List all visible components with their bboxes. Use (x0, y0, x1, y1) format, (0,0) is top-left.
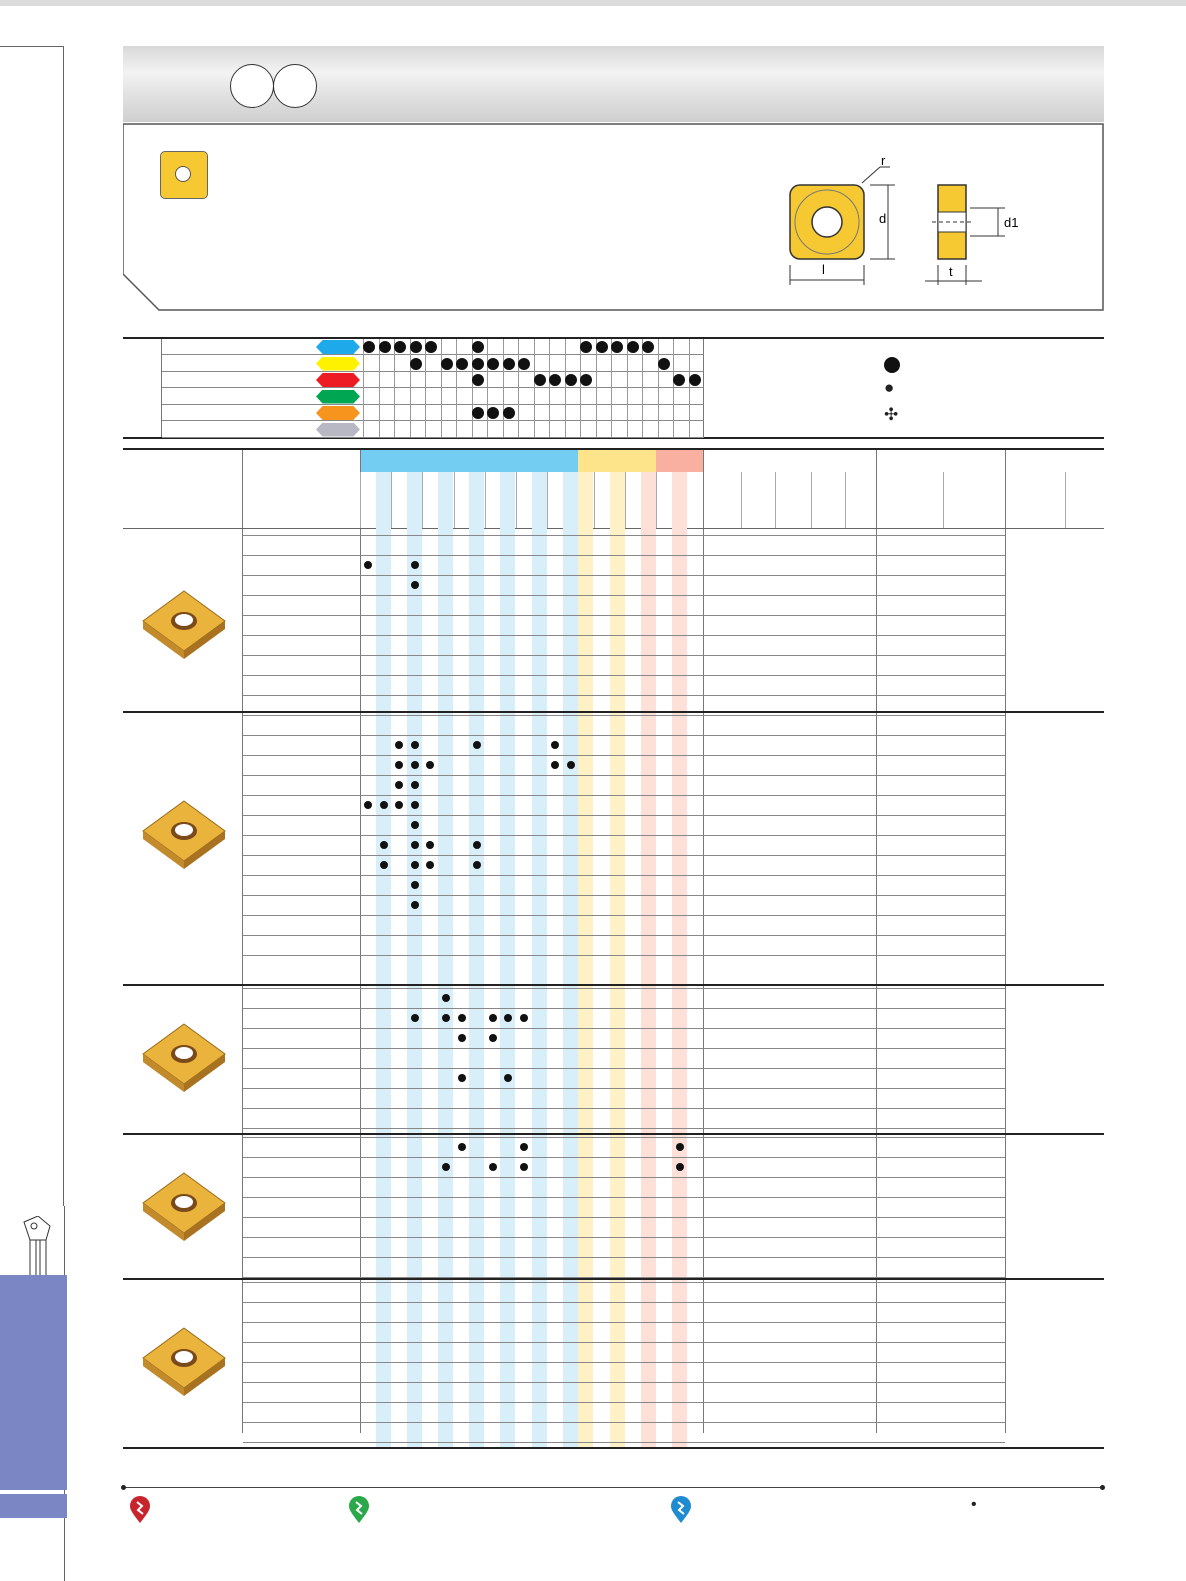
legend-col-line (472, 339, 473, 437)
col-divider-model (242, 450, 243, 1433)
dim-label-r: r (881, 155, 886, 168)
header-subcol-line (391, 472, 392, 528)
table-row-line (243, 835, 1005, 836)
table-row-line (243, 1342, 1005, 1343)
legend-mark (456, 358, 468, 370)
blue-pin-icon (670, 1496, 692, 1524)
table-row-line (243, 1382, 1005, 1383)
cnmg-insert-3 (139, 1020, 229, 1096)
col-divider-dims (703, 450, 704, 1433)
half-dot-icon: ● (884, 378, 895, 397)
legend-col-line (689, 339, 690, 437)
col-divider-right (1005, 450, 1006, 1433)
section-rule (123, 1133, 1104, 1135)
header-subcol-line (485, 472, 486, 528)
table-row-line (243, 1422, 1005, 1423)
table-row-line (243, 1008, 1005, 1009)
legend-mark (627, 341, 639, 353)
arrow-orange (316, 406, 360, 420)
grade-dot (411, 901, 419, 909)
grade-dot (380, 841, 388, 849)
legend-mark (611, 341, 623, 353)
section-rule (123, 1278, 1104, 1280)
legend-mark (673, 374, 685, 386)
cnmg-insert-2 (139, 797, 229, 873)
table-row-line (243, 1108, 1005, 1109)
legend-row (162, 422, 704, 438)
header-subcol-line (422, 472, 423, 528)
legend-mark (425, 341, 437, 353)
grade-dot (411, 741, 419, 749)
table-row-line (243, 615, 1005, 616)
grade-dot (520, 1014, 528, 1022)
legend-col-line (394, 339, 395, 437)
grade-dot (411, 781, 419, 789)
footer-rule-dot-right (1100, 1485, 1105, 1490)
legend-col-line (503, 339, 504, 437)
grade-dot (395, 741, 403, 749)
grade-dot (458, 1143, 466, 1151)
header-subcol-line (943, 472, 944, 528)
large-dot-icon (884, 357, 900, 373)
table-row-line (243, 775, 1005, 776)
table-row-line (243, 815, 1005, 816)
legend-mark (363, 341, 375, 353)
grade-dot (442, 1163, 450, 1171)
grade-dot (411, 841, 419, 849)
legend-col-line (487, 339, 488, 437)
legend-col-line (410, 339, 411, 437)
table-row-line (243, 755, 1005, 756)
legend-mark (472, 358, 484, 370)
grade-dot (411, 761, 419, 769)
green-pin-icon (348, 1496, 370, 1524)
dim-label-t: t (949, 264, 953, 279)
grade-dot (458, 1074, 466, 1082)
section-rule (123, 984, 1104, 986)
grade-dot (411, 881, 419, 889)
grade-dot (395, 801, 403, 809)
legend-mark (441, 358, 453, 370)
grade-dot (551, 761, 559, 769)
table-row-line (243, 895, 1005, 896)
header-subcol-line (741, 472, 742, 528)
table-row-line (243, 1257, 1005, 1258)
legend-row (162, 372, 704, 388)
grade-dot (395, 781, 403, 789)
table-row-line (243, 695, 1005, 696)
legend-mark (379, 341, 391, 353)
side-tab-lower[interactable] (0, 1494, 67, 1518)
header-subcol-line (594, 472, 595, 528)
header-subcol-line (845, 472, 846, 528)
col-divider-cut (876, 450, 877, 1433)
legend-mark (487, 358, 499, 370)
grade-stripe (610, 472, 625, 1447)
legend-col-line (627, 339, 628, 437)
header-circle-2 (273, 64, 317, 108)
legend-mark (503, 407, 515, 419)
table-row-line (243, 1217, 1005, 1218)
table-row-line (243, 575, 1005, 576)
grade-dot (411, 1014, 419, 1022)
legend-mark (487, 407, 499, 419)
legend-mark (394, 341, 406, 353)
table-row-line (243, 635, 1005, 636)
grade-dot (411, 801, 419, 809)
table-row-line (243, 1322, 1005, 1323)
grade-stripe (376, 472, 391, 1447)
legend-mark (596, 341, 608, 353)
legend-mark (580, 341, 592, 353)
grade-dot (458, 1014, 466, 1022)
legend-row (162, 356, 704, 372)
header-band-blue (360, 450, 578, 472)
table-row-line (243, 795, 1005, 796)
legend-col-line (611, 339, 612, 437)
table-row-line (243, 1302, 1005, 1303)
table-row-line (243, 1128, 1005, 1129)
grade-dot (489, 1163, 497, 1171)
legend-col-line (456, 339, 457, 437)
table-row-line (243, 1048, 1005, 1049)
footer-rule (123, 1487, 1104, 1488)
table-row-line (243, 1237, 1005, 1238)
legend-col-line (658, 339, 659, 437)
insert-shape-icon (160, 151, 208, 199)
legend-col-line (596, 339, 597, 437)
arrow-grey (316, 423, 360, 437)
legend-mark (549, 374, 561, 386)
table-row-line (243, 988, 1005, 989)
table-row-line (243, 735, 1005, 736)
header-band-yellow (578, 450, 656, 472)
legend-mark (658, 358, 670, 370)
grade-dot (442, 1014, 450, 1022)
arrow-red (316, 373, 360, 387)
table-row-line (243, 1362, 1005, 1363)
cnmg-insert-1 (139, 587, 229, 663)
table-row-line (243, 1282, 1005, 1283)
grade-dot (458, 1034, 466, 1042)
legend-col-line (379, 339, 380, 437)
legend-col-line (534, 339, 535, 437)
grade-dot (676, 1143, 684, 1151)
grade-dot (442, 994, 450, 1002)
table-row-line (243, 555, 1005, 556)
table-row-line (243, 855, 1005, 856)
legend-row (162, 389, 704, 405)
table-row-line (243, 1402, 1005, 1403)
table-bottom-rule (123, 1447, 1104, 1449)
table-row-line (243, 1177, 1005, 1178)
header-subcol-line (360, 472, 361, 528)
cross-dot-icon: ✣ (884, 405, 899, 424)
legend-mark (472, 407, 484, 419)
side-tab[interactable] (0, 1275, 67, 1490)
table-row-line (243, 535, 1005, 536)
legend-col-line (565, 339, 566, 437)
table-row-line (243, 595, 1005, 596)
grade-dot (395, 761, 403, 769)
grade-dot (411, 821, 419, 829)
arrow-yellow (316, 357, 360, 371)
header-circle-1 (230, 64, 274, 108)
header-subcol-line (775, 472, 776, 528)
section-rule (123, 711, 1104, 713)
table-row-line (243, 1442, 1005, 1443)
legend-mark (472, 374, 484, 386)
legend-mark (410, 341, 422, 353)
legend-col-line (580, 339, 581, 437)
legend-mark (410, 358, 422, 370)
dim-label-l: l (822, 262, 825, 277)
table-row-line (243, 1157, 1005, 1158)
grade-dot (426, 761, 434, 769)
grade-dot (364, 561, 372, 569)
grade-dot (380, 861, 388, 869)
legend-mark (689, 374, 701, 386)
grade-dot (520, 1143, 528, 1151)
legend-mark (534, 374, 546, 386)
arrow-green (316, 390, 360, 404)
header-band (123, 46, 1104, 122)
grade-stripe (641, 472, 656, 1447)
grade-dot (380, 801, 388, 809)
legend-mark (565, 374, 577, 386)
table-row-line (243, 1028, 1005, 1029)
table-row-line (243, 715, 1005, 716)
tool-holder-icon (20, 1216, 60, 1276)
legend-col-line (549, 339, 550, 437)
grade-dot (520, 1163, 528, 1171)
grade-dot (411, 861, 419, 869)
grade-dot (411, 561, 419, 569)
grade-stripe (672, 472, 687, 1447)
table-row-line (243, 675, 1005, 676)
col-divider-grades (360, 450, 361, 1433)
grade-dot (426, 841, 434, 849)
header-subcol-line (811, 472, 812, 528)
dimension-diagram (770, 155, 1030, 295)
header-subcol-line (656, 472, 657, 528)
legend-col-line (673, 339, 674, 437)
legend-col-line (441, 339, 442, 437)
table-row-line (243, 1068, 1005, 1069)
grade-stripe (438, 472, 453, 1447)
table-row-line (243, 655, 1005, 656)
table-row-line (243, 1137, 1005, 1138)
legend-col-line (518, 339, 519, 437)
grade-stripe (407, 472, 422, 1447)
legend-mark (518, 358, 530, 370)
table-row-line (243, 935, 1005, 936)
dim-label-d: d (879, 211, 887, 226)
legend-col-line (363, 339, 364, 437)
grade-stripe (469, 472, 484, 1447)
legend-col-line (642, 339, 643, 437)
table-row-line (243, 955, 1005, 956)
header-subcol-line (516, 472, 517, 528)
grade-dot (364, 801, 372, 809)
legend-mark (503, 358, 515, 370)
red-pin-icon (129, 1496, 151, 1524)
grade-dot (676, 1163, 684, 1171)
grade-dot (489, 1034, 497, 1042)
grade-stripe (532, 472, 547, 1447)
cnmg-insert-4 (139, 1169, 229, 1245)
table-row-line (243, 875, 1005, 876)
cnmg-insert-5 (139, 1324, 229, 1400)
grade-dot (411, 581, 419, 589)
legend-mark (580, 374, 592, 386)
header-subcol-line (454, 472, 455, 528)
grade-dot (426, 861, 434, 869)
dim-label-d1: d1 (1004, 215, 1019, 230)
arrow-blue (316, 340, 360, 354)
legend-mark (642, 341, 654, 353)
header-subcol-line (625, 472, 626, 528)
legend-col-line (425, 339, 426, 437)
grade-stripe (563, 472, 578, 1447)
table-row-line (243, 915, 1005, 916)
legend-mark (472, 341, 484, 353)
grade-stripe (578, 472, 593, 1447)
table-row-line (243, 1197, 1005, 1198)
header-band-pink (656, 450, 703, 472)
top-bar (0, 0, 1186, 6)
left-margin-frame (0, 46, 64, 1206)
grade-stripe (500, 472, 515, 1447)
footer-bullet: • (971, 1496, 977, 1513)
grade-dot (567, 761, 575, 769)
footer-rule-dot-left (121, 1485, 126, 1490)
grade-dot (489, 1014, 497, 1022)
header-subcol-line (1065, 472, 1066, 528)
table-row-line (243, 1088, 1005, 1089)
legend-row (162, 405, 704, 421)
grade-dot (551, 741, 559, 749)
header-subcol-line (547, 472, 548, 528)
